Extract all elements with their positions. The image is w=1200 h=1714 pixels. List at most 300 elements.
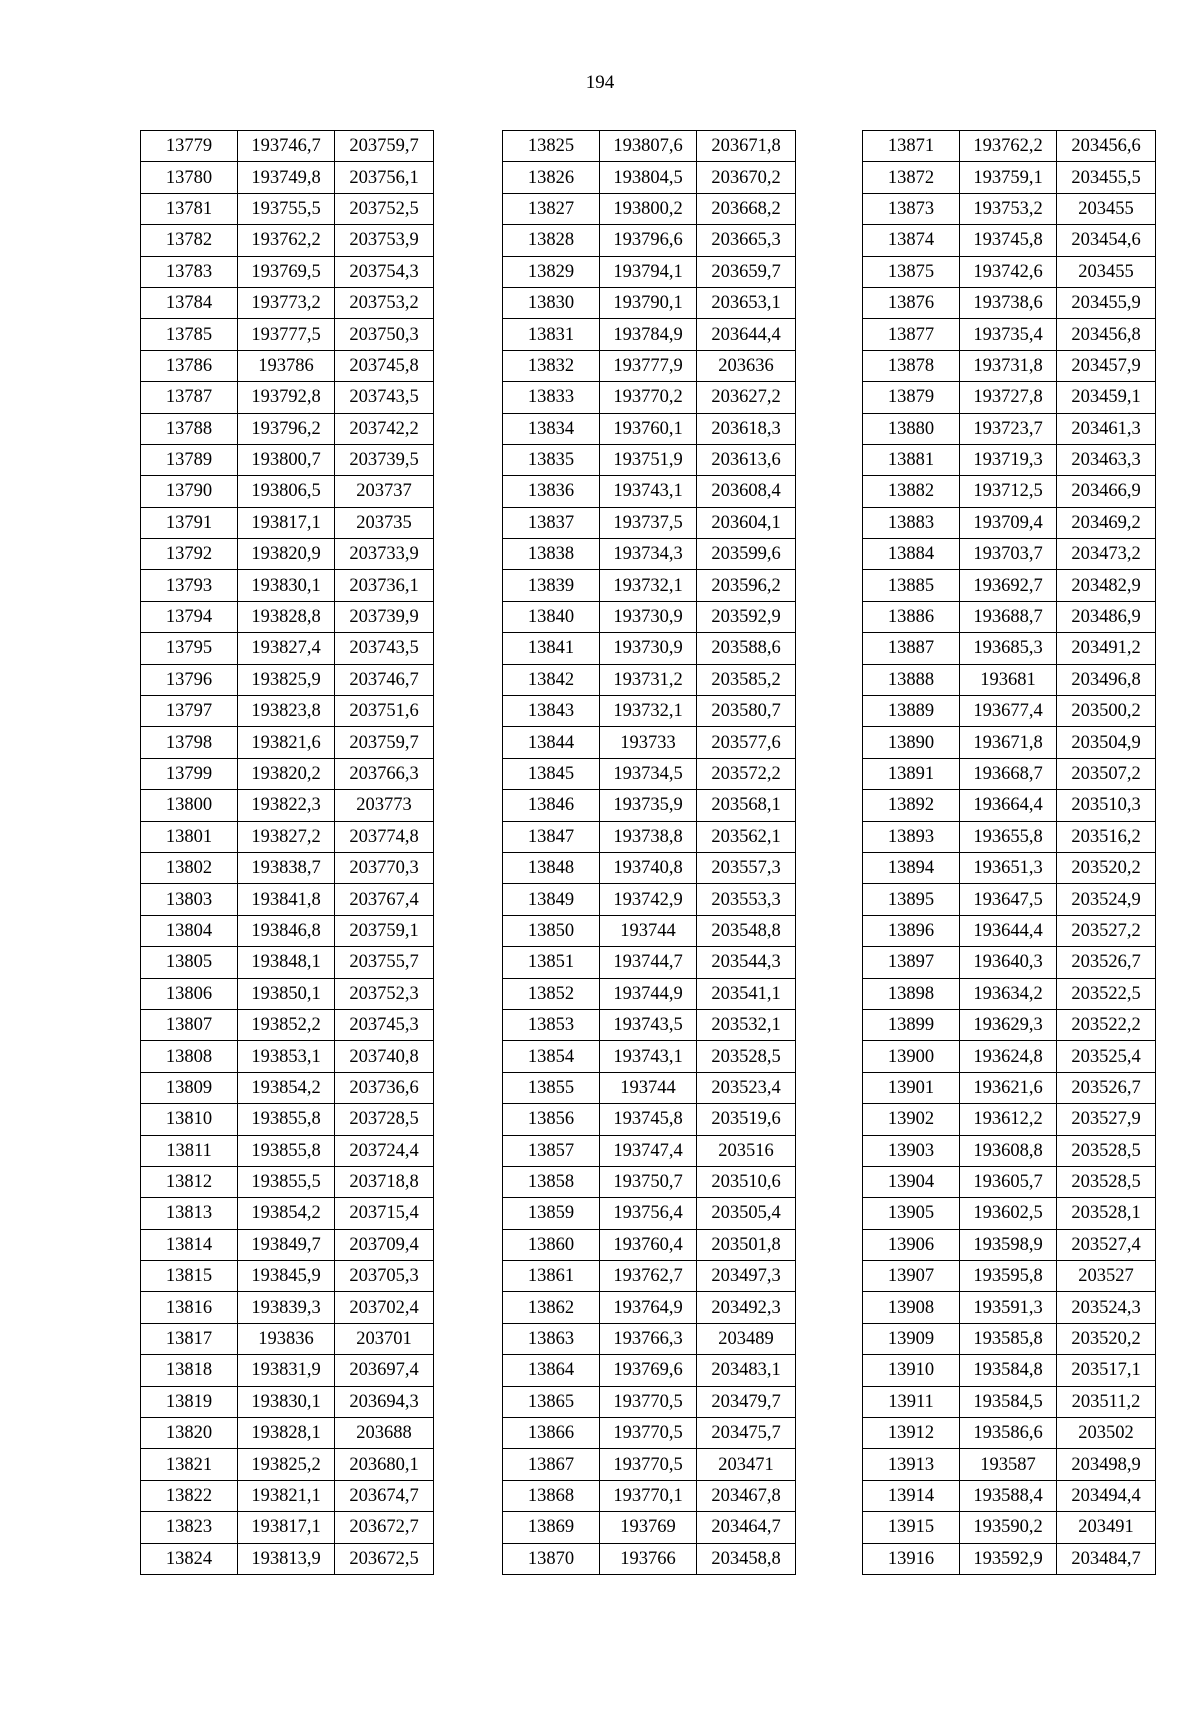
y-coordinate-cell: 203613,6 [697, 444, 796, 475]
x-coordinate-cell: 193668,7 [960, 758, 1057, 789]
y-coordinate-cell: 203672,5 [335, 1543, 434, 1574]
x-coordinate-cell: 193800,7 [238, 444, 335, 475]
table-row [141, 758, 434, 789]
point-number-cell: 13787 [141, 382, 238, 413]
y-coordinate-cell: 203507,2 [1057, 758, 1156, 789]
table-row [141, 1041, 434, 1072]
point-number-cell: 13897 [863, 947, 960, 978]
point-number-cell: 13835 [503, 444, 600, 475]
point-number-cell: 13811 [141, 1135, 238, 1166]
table-row [503, 287, 796, 318]
table-row [503, 978, 796, 1009]
table-row [863, 256, 1156, 287]
y-coordinate-cell: 203511,2 [1057, 1386, 1156, 1417]
table-row [503, 570, 796, 601]
y-coordinate-cell: 203522,5 [1057, 978, 1156, 1009]
table-row [863, 413, 1156, 444]
y-coordinate-cell: 203767,4 [335, 884, 434, 915]
table-row [141, 947, 434, 978]
y-coordinate-cell: 203524,3 [1057, 1292, 1156, 1323]
point-number-cell: 13881 [863, 444, 960, 475]
x-coordinate-cell: 193727,8 [960, 382, 1057, 413]
table-row [503, 758, 796, 789]
y-coordinate-cell: 203510,6 [697, 1166, 796, 1197]
point-number-cell: 13852 [503, 978, 600, 1009]
x-coordinate-cell: 193744 [600, 1072, 697, 1103]
x-coordinate-cell: 193804,5 [600, 162, 697, 193]
x-coordinate-cell: 193634,2 [960, 978, 1057, 1009]
x-coordinate-cell: 193592,9 [960, 1543, 1057, 1574]
x-coordinate-cell: 193647,5 [960, 884, 1057, 915]
table-row [863, 1355, 1156, 1386]
x-coordinate-cell: 193845,9 [238, 1261, 335, 1292]
point-number-cell: 13858 [503, 1166, 600, 1197]
point-number-cell: 13806 [141, 978, 238, 1009]
y-coordinate-cell: 203745,8 [335, 350, 434, 381]
table-row [863, 1198, 1156, 1229]
y-coordinate-cell: 203494,4 [1057, 1480, 1156, 1511]
point-number-cell: 13838 [503, 539, 600, 570]
point-number-cell: 13901 [863, 1072, 960, 1103]
table-row [863, 696, 1156, 727]
x-coordinate-cell: 193685,3 [960, 633, 1057, 664]
x-coordinate-cell: 193854,2 [238, 1072, 335, 1103]
point-number-cell: 13874 [863, 225, 960, 256]
x-coordinate-cell: 193762,7 [600, 1261, 697, 1292]
table-row [141, 1009, 434, 1040]
x-coordinate-cell: 193749,8 [238, 162, 335, 193]
x-coordinate-cell: 193743,5 [600, 1009, 697, 1040]
y-coordinate-cell: 203752,3 [335, 978, 434, 1009]
y-coordinate-cell: 203715,4 [335, 1198, 434, 1229]
x-coordinate-cell: 193651,3 [960, 852, 1057, 883]
point-number-cell: 13834 [503, 413, 600, 444]
table-row [863, 1104, 1156, 1135]
table-row [863, 884, 1156, 915]
y-coordinate-cell: 203528,5 [1057, 1166, 1156, 1197]
y-coordinate-cell: 203522,2 [1057, 1009, 1156, 1040]
x-coordinate-cell: 193608,8 [960, 1135, 1057, 1166]
table-row [141, 884, 434, 915]
point-number-cell: 13859 [503, 1198, 600, 1229]
point-number-cell: 13804 [141, 915, 238, 946]
table-row [503, 350, 796, 381]
point-number-cell: 13891 [863, 758, 960, 789]
y-coordinate-cell: 203497,3 [697, 1261, 796, 1292]
point-number-cell: 13844 [503, 727, 600, 758]
point-number-cell: 13912 [863, 1418, 960, 1449]
table-row [863, 162, 1156, 193]
point-number-cell: 13875 [863, 256, 960, 287]
table-row [863, 287, 1156, 318]
point-number-cell: 13876 [863, 287, 960, 318]
x-coordinate-cell: 193762,2 [960, 131, 1057, 162]
table-row [863, 727, 1156, 758]
x-coordinate-cell: 193664,4 [960, 790, 1057, 821]
y-coordinate-cell: 203496,8 [1057, 664, 1156, 695]
y-coordinate-cell: 203627,2 [697, 382, 796, 413]
table-row [141, 225, 434, 256]
table-row [863, 852, 1156, 883]
y-coordinate-cell: 203702,4 [335, 1292, 434, 1323]
table-row [503, 1386, 796, 1417]
table-row [503, 1480, 796, 1511]
x-coordinate-cell: 193830,1 [238, 570, 335, 601]
x-coordinate-cell: 193817,1 [238, 1512, 335, 1543]
point-number-cell: 13815 [141, 1261, 238, 1292]
table-row [503, 1041, 796, 1072]
table-row [863, 507, 1156, 538]
y-coordinate-cell: 203455,9 [1057, 287, 1156, 318]
y-coordinate-cell: 203527,4 [1057, 1229, 1156, 1260]
x-coordinate-cell: 193744,7 [600, 947, 697, 978]
table-row [141, 852, 434, 883]
x-coordinate-cell: 193760,4 [600, 1229, 697, 1260]
table-row [863, 758, 1156, 789]
point-number-cell: 13803 [141, 884, 238, 915]
x-coordinate-cell: 193586,6 [960, 1418, 1057, 1449]
y-coordinate-cell: 203718,8 [335, 1166, 434, 1197]
x-coordinate-cell: 193769,6 [600, 1355, 697, 1386]
table-row [141, 1135, 434, 1166]
x-coordinate-cell: 193827,4 [238, 633, 335, 664]
x-coordinate-cell: 193855,8 [238, 1104, 335, 1135]
y-coordinate-cell: 203568,1 [697, 790, 796, 821]
x-coordinate-cell: 193730,9 [600, 601, 697, 632]
table-row [863, 131, 1156, 162]
y-coordinate-cell: 203585,2 [697, 664, 796, 695]
point-number-cell: 13837 [503, 507, 600, 538]
y-coordinate-cell: 203519,6 [697, 1104, 796, 1135]
x-coordinate-cell: 193762,2 [238, 225, 335, 256]
point-number-cell: 13853 [503, 1009, 600, 1040]
table-row [503, 915, 796, 946]
point-number-cell: 13864 [503, 1355, 600, 1386]
y-coordinate-cell: 203527,2 [1057, 915, 1156, 946]
table-row [503, 413, 796, 444]
point-number-cell: 13863 [503, 1323, 600, 1354]
y-coordinate-cell: 203523,4 [697, 1072, 796, 1103]
x-coordinate-cell: 193644,4 [960, 915, 1057, 946]
point-number-cell: 13879 [863, 382, 960, 413]
y-coordinate-cell: 203541,1 [697, 978, 796, 1009]
point-number-cell: 13889 [863, 696, 960, 727]
x-coordinate-cell: 193806,5 [238, 476, 335, 507]
point-number-cell: 13785 [141, 319, 238, 350]
y-coordinate-cell: 203774,8 [335, 821, 434, 852]
x-coordinate-cell: 193839,3 [238, 1292, 335, 1323]
coordinates-table-1 [140, 130, 434, 1575]
x-coordinate-cell: 193745,8 [600, 1104, 697, 1135]
point-number-cell: 13828 [503, 225, 600, 256]
x-coordinate-cell: 193849,7 [238, 1229, 335, 1260]
point-number-cell: 13796 [141, 664, 238, 695]
point-number-cell: 13791 [141, 507, 238, 538]
table-row [141, 539, 434, 570]
x-coordinate-cell: 193790,1 [600, 287, 697, 318]
x-coordinate-cell: 193753,2 [960, 193, 1057, 224]
x-coordinate-cell: 193755,5 [238, 193, 335, 224]
point-number-cell: 13860 [503, 1229, 600, 1260]
y-coordinate-cell: 203526,7 [1057, 1072, 1156, 1103]
point-number-cell: 13854 [503, 1041, 600, 1072]
y-coordinate-cell: 203572,2 [697, 758, 796, 789]
x-coordinate-cell: 193734,5 [600, 758, 697, 789]
table-row [503, 884, 796, 915]
table-row [863, 1449, 1156, 1480]
x-coordinate-cell: 193784,9 [600, 319, 697, 350]
table-row [503, 1009, 796, 1040]
x-coordinate-cell: 193585,8 [960, 1323, 1057, 1354]
y-coordinate-cell: 203557,3 [697, 852, 796, 883]
x-coordinate-cell: 193777,9 [600, 350, 697, 381]
x-coordinate-cell: 193621,6 [960, 1072, 1057, 1103]
x-coordinate-cell: 193838,7 [238, 852, 335, 883]
x-coordinate-cell: 193770,5 [600, 1449, 697, 1480]
table-row [503, 821, 796, 852]
x-coordinate-cell: 193825,9 [238, 664, 335, 695]
y-coordinate-cell: 203653,1 [697, 287, 796, 318]
y-coordinate-cell: 203562,1 [697, 821, 796, 852]
table-row [141, 131, 434, 162]
y-coordinate-cell: 203491,2 [1057, 633, 1156, 664]
table-row [863, 978, 1156, 1009]
table-row [141, 1261, 434, 1292]
point-number-cell: 13884 [863, 539, 960, 570]
y-coordinate-cell: 203479,7 [697, 1386, 796, 1417]
table-row [503, 1104, 796, 1135]
table-row [141, 664, 434, 695]
x-coordinate-cell: 193773,2 [238, 287, 335, 318]
table-row [503, 507, 796, 538]
point-number-cell: 13797 [141, 696, 238, 727]
y-coordinate-cell: 203491 [1057, 1512, 1156, 1543]
point-number-cell: 13849 [503, 884, 600, 915]
table-row [863, 947, 1156, 978]
y-coordinate-cell: 203492,3 [697, 1292, 796, 1323]
point-number-cell: 13808 [141, 1041, 238, 1072]
y-coordinate-cell: 203753,2 [335, 287, 434, 318]
point-number-cell: 13780 [141, 162, 238, 193]
table-row [863, 1480, 1156, 1511]
point-number-cell: 13905 [863, 1198, 960, 1229]
y-coordinate-cell: 203752,5 [335, 193, 434, 224]
point-number-cell: 13843 [503, 696, 600, 727]
y-coordinate-cell: 203489 [697, 1323, 796, 1354]
y-coordinate-cell: 203742,2 [335, 413, 434, 444]
y-coordinate-cell: 203596,2 [697, 570, 796, 601]
table-row [863, 1386, 1156, 1417]
x-coordinate-cell: 193629,3 [960, 1009, 1057, 1040]
x-coordinate-cell: 193855,8 [238, 1135, 335, 1166]
point-number-cell: 13820 [141, 1418, 238, 1449]
y-coordinate-cell: 203659,7 [697, 256, 796, 287]
point-number-cell: 13883 [863, 507, 960, 538]
point-number-cell: 13841 [503, 633, 600, 664]
x-coordinate-cell: 193719,3 [960, 444, 1057, 475]
y-coordinate-cell: 203520,2 [1057, 1323, 1156, 1354]
x-coordinate-cell: 193591,3 [960, 1292, 1057, 1323]
point-number-cell: 13789 [141, 444, 238, 475]
point-number-cell: 13816 [141, 1292, 238, 1323]
point-number-cell: 13781 [141, 193, 238, 224]
x-coordinate-cell: 193855,5 [238, 1166, 335, 1197]
point-number-cell: 13847 [503, 821, 600, 852]
y-coordinate-cell: 203471 [697, 1449, 796, 1480]
y-coordinate-cell: 203528,5 [697, 1041, 796, 1072]
y-coordinate-cell: 203672,7 [335, 1512, 434, 1543]
table-row [863, 601, 1156, 632]
x-coordinate-cell: 193655,8 [960, 821, 1057, 852]
x-coordinate-cell: 193742,6 [960, 256, 1057, 287]
y-coordinate-cell: 203466,9 [1057, 476, 1156, 507]
point-number-cell: 13846 [503, 790, 600, 821]
point-number-cell: 13871 [863, 131, 960, 162]
table-row [141, 1229, 434, 1260]
x-coordinate-cell: 193770,2 [600, 382, 697, 413]
y-coordinate-cell: 203599,6 [697, 539, 796, 570]
point-number-cell: 13886 [863, 601, 960, 632]
point-number-cell: 13813 [141, 1198, 238, 1229]
point-number-cell: 13822 [141, 1480, 238, 1511]
table-row [863, 444, 1156, 475]
table-row [863, 1323, 1156, 1354]
table-row [141, 162, 434, 193]
x-coordinate-cell: 193738,6 [960, 287, 1057, 318]
table-row [141, 1386, 434, 1417]
point-number-cell: 13865 [503, 1386, 600, 1417]
x-coordinate-cell: 193732,1 [600, 696, 697, 727]
x-coordinate-cell: 193807,6 [600, 131, 697, 162]
point-number-cell: 13845 [503, 758, 600, 789]
y-coordinate-cell: 203733,9 [335, 539, 434, 570]
y-coordinate-cell: 203486,9 [1057, 601, 1156, 632]
table-row [503, 727, 796, 758]
point-number-cell: 13814 [141, 1229, 238, 1260]
table-row [141, 193, 434, 224]
point-number-cell: 13827 [503, 193, 600, 224]
x-coordinate-cell: 193602,5 [960, 1198, 1057, 1229]
point-number-cell: 13888 [863, 664, 960, 695]
point-number-cell: 13867 [503, 1449, 600, 1480]
table-row [141, 696, 434, 727]
point-number-cell: 13902 [863, 1104, 960, 1135]
point-number-cell: 13907 [863, 1261, 960, 1292]
y-coordinate-cell: 203751,6 [335, 696, 434, 727]
point-number-cell: 13783 [141, 256, 238, 287]
x-coordinate-cell: 193820,9 [238, 539, 335, 570]
point-number-cell: 13836 [503, 476, 600, 507]
point-number-cell: 13916 [863, 1543, 960, 1574]
point-number-cell: 13878 [863, 350, 960, 381]
y-coordinate-cell: 203544,3 [697, 947, 796, 978]
y-coordinate-cell: 203670,2 [697, 162, 796, 193]
x-coordinate-cell: 193595,8 [960, 1261, 1057, 1292]
table-row [503, 1292, 796, 1323]
point-number-cell: 13915 [863, 1512, 960, 1543]
point-number-cell: 13909 [863, 1323, 960, 1354]
table-row [863, 193, 1156, 224]
table-row [141, 1543, 434, 1574]
table-row [863, 1166, 1156, 1197]
y-coordinate-cell: 203520,2 [1057, 852, 1156, 883]
y-coordinate-cell: 203469,2 [1057, 507, 1156, 538]
x-coordinate-cell: 193764,9 [600, 1292, 697, 1323]
point-number-cell: 13895 [863, 884, 960, 915]
point-number-cell: 13840 [503, 601, 600, 632]
y-coordinate-cell: 203505,4 [697, 1198, 796, 1229]
x-coordinate-cell: 193709,4 [960, 507, 1057, 538]
y-coordinate-cell: 203745,3 [335, 1009, 434, 1040]
x-coordinate-cell: 193734,3 [600, 539, 697, 570]
table-row [141, 413, 434, 444]
table-row [863, 350, 1156, 381]
x-coordinate-cell: 193584,5 [960, 1386, 1057, 1417]
point-number-cell: 13800 [141, 790, 238, 821]
x-coordinate-cell: 193733 [600, 727, 697, 758]
point-number-cell: 13842 [503, 664, 600, 695]
table-row [141, 1292, 434, 1323]
y-coordinate-cell: 203501,8 [697, 1229, 796, 1260]
x-coordinate-cell: 193800,2 [600, 193, 697, 224]
x-coordinate-cell: 193794,1 [600, 256, 697, 287]
x-coordinate-cell: 193688,7 [960, 601, 1057, 632]
table-row [863, 664, 1156, 695]
point-number-cell: 13793 [141, 570, 238, 601]
point-number-cell: 13812 [141, 1166, 238, 1197]
y-coordinate-cell: 203524,9 [1057, 884, 1156, 915]
point-number-cell: 13824 [141, 1543, 238, 1574]
y-coordinate-cell: 203526,7 [1057, 947, 1156, 978]
x-coordinate-cell: 193612,2 [960, 1104, 1057, 1135]
x-coordinate-cell: 193853,1 [238, 1041, 335, 1072]
point-number-cell: 13861 [503, 1261, 600, 1292]
y-coordinate-cell: 203482,9 [1057, 570, 1156, 601]
x-coordinate-cell: 193822,3 [238, 790, 335, 821]
y-coordinate-cell: 203608,4 [697, 476, 796, 507]
point-number-cell: 13899 [863, 1009, 960, 1040]
point-number-cell: 13823 [141, 1512, 238, 1543]
x-coordinate-cell: 193770,5 [600, 1386, 697, 1417]
y-coordinate-cell: 203736,6 [335, 1072, 434, 1103]
x-coordinate-cell: 193777,5 [238, 319, 335, 350]
point-number-cell: 13779 [141, 131, 238, 162]
point-number-cell: 13911 [863, 1386, 960, 1417]
y-coordinate-cell: 203736,1 [335, 570, 434, 601]
point-number-cell: 13801 [141, 821, 238, 852]
table-row [141, 1323, 434, 1354]
x-coordinate-cell: 193735,4 [960, 319, 1057, 350]
y-coordinate-cell: 203756,1 [335, 162, 434, 193]
x-coordinate-cell: 193769,5 [238, 256, 335, 287]
point-number-cell: 13866 [503, 1418, 600, 1449]
y-coordinate-cell: 203510,3 [1057, 790, 1156, 821]
y-coordinate-cell: 203604,1 [697, 507, 796, 538]
x-coordinate-cell: 193820,2 [238, 758, 335, 789]
y-coordinate-cell: 203458,8 [697, 1543, 796, 1574]
x-coordinate-cell: 193828,8 [238, 601, 335, 632]
y-coordinate-cell: 203743,5 [335, 382, 434, 413]
y-coordinate-cell: 203740,8 [335, 1041, 434, 1072]
table-row [863, 1418, 1156, 1449]
point-number-cell: 13908 [863, 1292, 960, 1323]
x-coordinate-cell: 193828,1 [238, 1418, 335, 1449]
x-coordinate-cell: 193796,6 [600, 225, 697, 256]
table-row [503, 539, 796, 570]
table-row [503, 225, 796, 256]
table-row [503, 1135, 796, 1166]
y-coordinate-cell: 203548,8 [697, 915, 796, 946]
